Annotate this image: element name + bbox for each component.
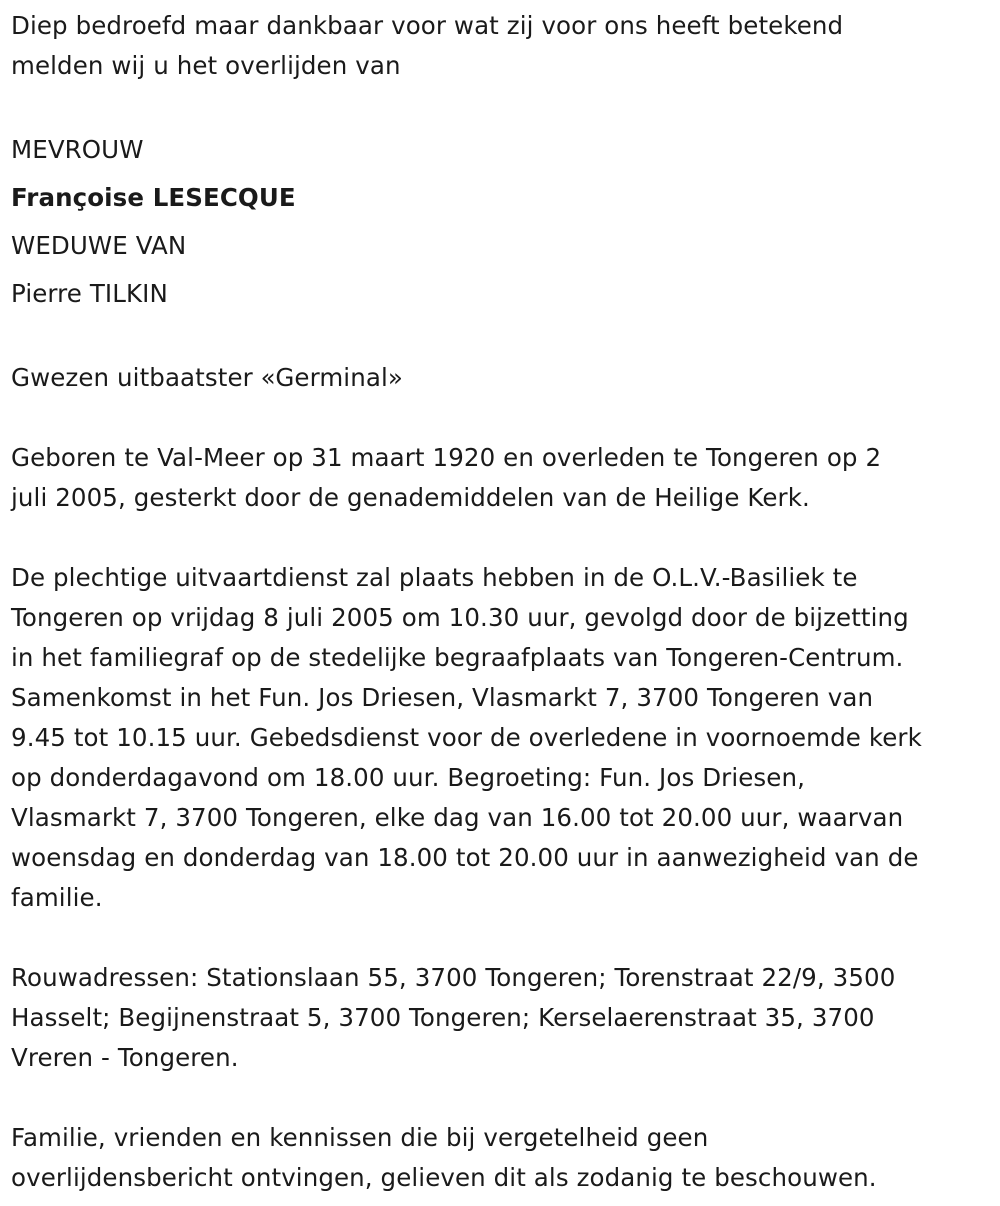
addresses-line: Hasselt; Begijnenstraat 5, 3700 Tongeren; Kerselaerenstraat 35, 3700 [11,1003,875,1032]
addresses-line: Vreren - Tongeren. [11,1043,239,1072]
occupation-line: Gwezen uitbaatster «Germinal» [11,363,403,392]
deceased-relation: WEDUWE VAN [11,231,187,260]
intro-line: melden wij u het overlijden van [11,51,401,80]
deceased-title: MEVROUW [11,135,144,164]
deceased-block [11,126,1000,318]
birth-death-line: Geboren te Val-Meer op 31 maart 1920 en overleden te Tongeren op 2 [11,443,882,472]
ceremony-line: familie. [11,883,103,912]
ceremony-line: in het familiegraf op de stedelijke begraafplaats van Tongeren-Centrum. [11,643,904,672]
ceremony-line: Tongeren op vrijdag 8 juli 2005 om 10.30 uur, gevolgd door de bijzetting [11,603,909,632]
ceremony-line: 9.45 tot 10.15 uur. Gebedsdienst voor de overledene in voornoemde kerk [11,723,922,752]
addresses-paragraph [11,958,1000,1078]
intro-paragraph [11,6,1000,86]
intro-line: Diep bedroefd maar dankbaar voor wat zij voor ons heeft betekend [11,11,844,40]
addresses-line: Rouwadressen: Stationslaan 55, 3700 Tongeren; Torenstraat 22/9, 3500 [11,963,896,992]
birth-death-paragraph [11,438,1000,518]
ceremony-line: woensdag en donderdag van 18.00 tot 20.00 uur in aanwezigheid van de [11,843,919,872]
ceremony-line: De plechtige uitvaartdienst zal plaats hebben in de O.L.V.-Basiliek te [11,563,858,592]
spouse-name: Pierre TILKIN [11,279,168,308]
ceremony-paragraph [11,558,1000,918]
occupation-paragraph [11,358,1000,398]
closing-line: Familie, vrienden en kennissen die bij vergetelheid geen [11,1123,709,1152]
ceremony-line: Vlasmarkt 7, 3700 Tongeren, elke dag van 16.00 tot 20.00 uur, waarvan [11,803,904,832]
closing-paragraph [11,1118,1000,1198]
ceremony-line: op donderdagavond om 18.00 uur. Begroeting: Fun. Jos Driesen, [11,763,805,792]
ceremony-line: Samenkomst in het Fun. Jos Driesen, Vlasmarkt 7, 3700 Tongeren van [11,683,874,712]
deceased-name: Françoise LESECQUE [11,183,296,212]
closing-line: overlijdensbericht ontvingen, gelieven dit als zodanig te beschouwen. [11,1163,877,1192]
birth-death-line: juli 2005, gesterkt door de genademiddelen van de Heilige Kerk. [11,483,810,512]
